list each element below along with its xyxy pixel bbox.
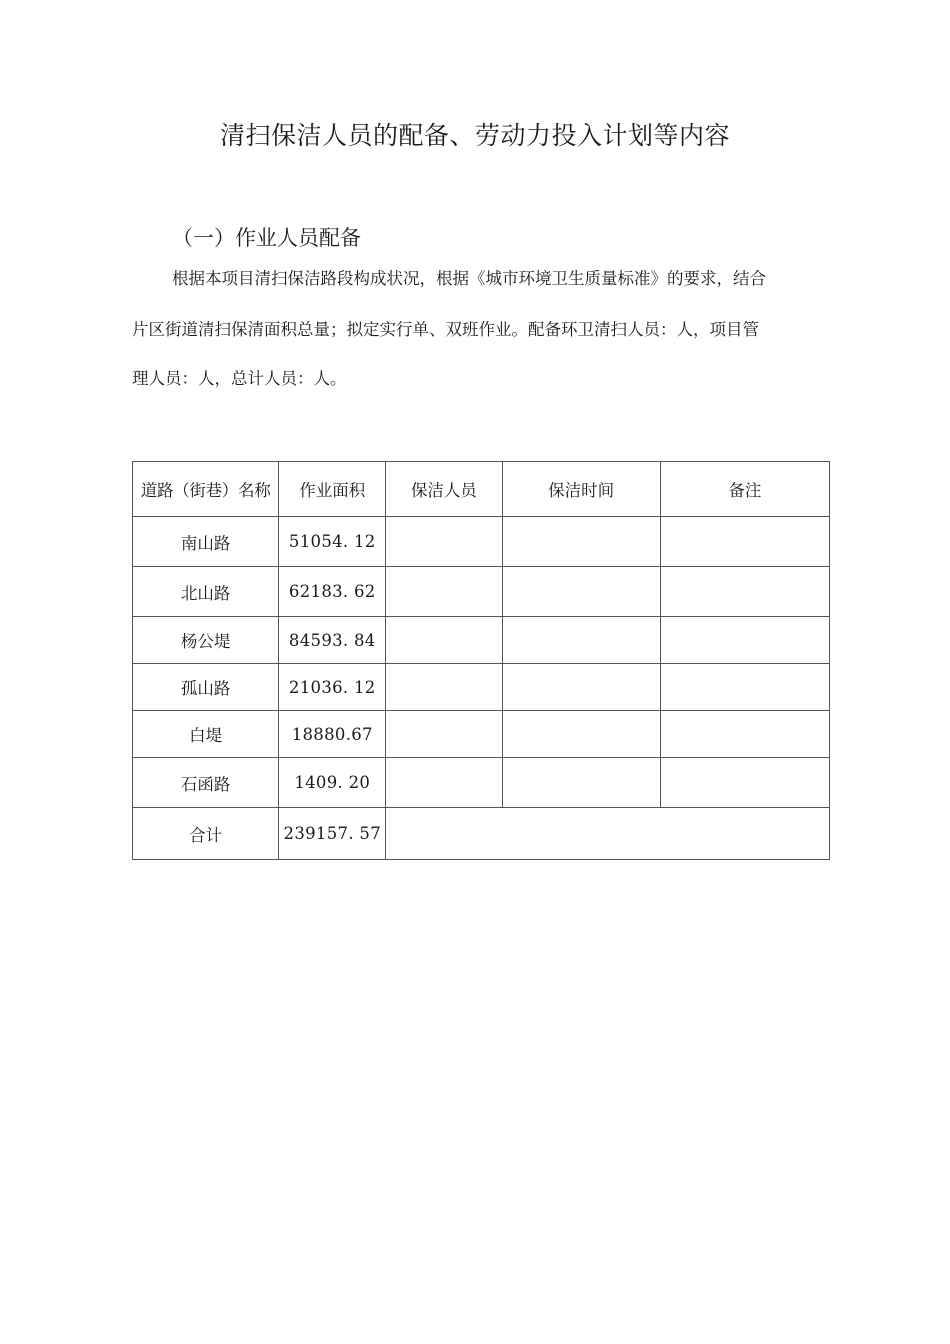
staff-cell xyxy=(386,664,502,711)
paragraph-line: 理人员：人，总计人员：人。 xyxy=(132,369,347,388)
table-total-row xyxy=(133,808,830,860)
paragraph-line: 片区街道清扫保清面积总量；拟定实行单、双班作业。配备环卫清扫人员：人，项目管 xyxy=(132,320,759,339)
staff-cell xyxy=(386,567,502,617)
note-cell xyxy=(660,664,829,711)
note-cell xyxy=(660,567,829,617)
header-work-area: 作业面积 xyxy=(279,462,386,517)
header-cleaning-staff: 保洁人员 xyxy=(386,462,502,517)
time-cell xyxy=(502,517,660,567)
road-name-cell: 北山路 xyxy=(133,567,279,617)
time-cell xyxy=(502,711,660,758)
area-cell: 1409. 20 xyxy=(279,758,386,808)
time-cell xyxy=(502,567,660,617)
header-cleaning-time: 保洁时间 xyxy=(502,462,660,517)
table-row xyxy=(133,664,830,711)
note-cell xyxy=(660,517,829,567)
time-cell xyxy=(502,758,660,808)
staff-cell xyxy=(386,617,502,664)
total-label-cell: 合计 xyxy=(133,808,279,860)
road-name-cell: 石函路 xyxy=(133,758,279,808)
header-road-name: 道路（街巷）名称 xyxy=(133,462,279,517)
table-header-row xyxy=(133,462,830,517)
table-row xyxy=(133,517,830,567)
area-cell: 21036. 12 xyxy=(279,664,386,711)
staff-cell xyxy=(386,711,502,758)
area-cell: 18880.67 xyxy=(279,711,386,758)
table-row xyxy=(133,758,830,808)
table-row xyxy=(133,567,830,617)
total-area-cell: 239157. 57 xyxy=(279,808,386,860)
section-heading: （一）作业人员配备 xyxy=(172,226,361,250)
staff-cell xyxy=(386,758,502,808)
note-cell xyxy=(660,711,829,758)
table-row xyxy=(133,617,830,664)
note-cell xyxy=(660,758,829,808)
road-name-cell: 孤山路 xyxy=(133,664,279,711)
road-name-cell: 白堤 xyxy=(133,711,279,758)
time-cell xyxy=(502,617,660,664)
table-row xyxy=(133,711,830,758)
paragraph-line: 根据本项目清扫保洁路段构成状况，根据《城市环境卫生质量标准》的要求，结合 xyxy=(172,269,766,288)
area-cell: 62183. 62 xyxy=(279,567,386,617)
area-cell: 51054. 12 xyxy=(279,517,386,567)
note-cell xyxy=(660,617,829,664)
road-name-cell: 南山路 xyxy=(133,517,279,567)
area-cell: 84593. 84 xyxy=(279,617,386,664)
staffing-table xyxy=(132,461,830,860)
page-title: 清扫保洁人员的配备、劳动力投入计划等内容 xyxy=(219,121,730,150)
staff-cell xyxy=(386,517,502,567)
time-cell xyxy=(502,664,660,711)
header-remarks: 备注 xyxy=(660,462,829,517)
road-name-cell: 杨公堤 xyxy=(133,617,279,664)
total-merged-cell xyxy=(386,808,830,860)
